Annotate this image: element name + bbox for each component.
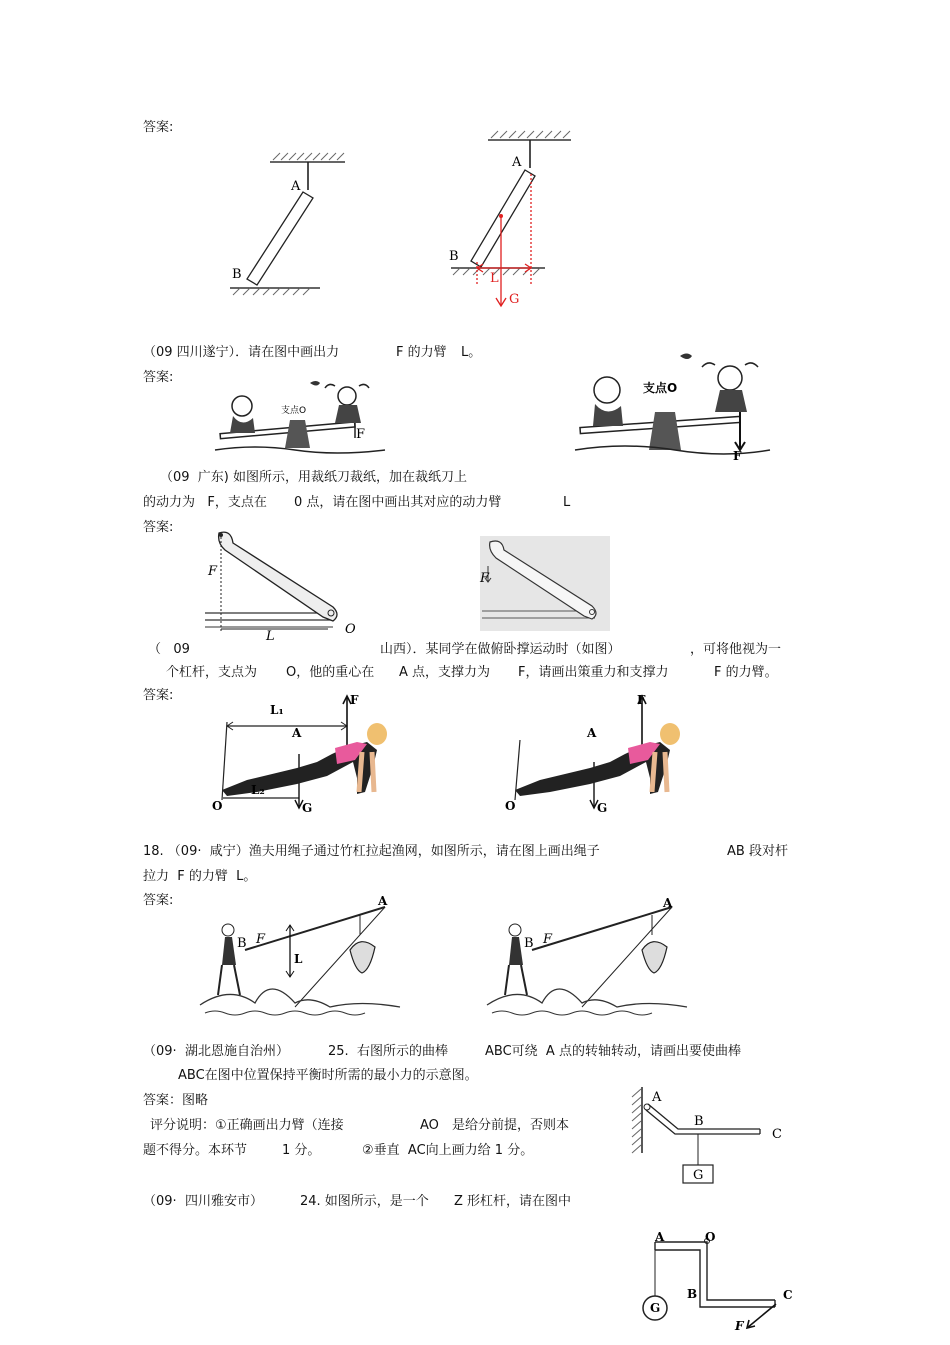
q-shanxi-line1: 山西）．某同学在做俯卧撑运动时（如图）: [380, 642, 621, 657]
q-enshi-score2b: 1 分。: [282, 1143, 321, 1158]
label-g: G: [597, 801, 608, 815]
label-f: F: [637, 693, 646, 707]
q18-line2: 拉力 F 的力臂 L。: [143, 869, 257, 884]
q-shanxi-line2b: O，他的重心在: [286, 665, 375, 680]
label-b: B: [449, 249, 459, 264]
label-f: F: [543, 932, 553, 947]
label-o: O: [212, 799, 223, 813]
label-l2: L₂: [251, 783, 265, 797]
q-shanxi-line2c: A 点，支撑力为: [399, 665, 491, 680]
figure-fisherman-question: [487, 895, 697, 1020]
q-shanxi-line2e: F 的力臂。: [714, 665, 778, 680]
q-enshi-score1a: 评分说明：①正确画出力臂（连接: [150, 1118, 344, 1133]
label-b: B: [694, 1114, 704, 1129]
q18-line1b: AB 段对杆: [727, 844, 788, 859]
label-l: L: [294, 952, 303, 966]
q-enshi-answer: 答案：图略: [143, 1093, 209, 1108]
label-b: B: [524, 936, 534, 951]
q-suining-mid: F 的力臂: [396, 345, 447, 360]
label-o: O: [345, 622, 356, 637]
label-a: A: [663, 896, 673, 910]
label-c: C: [772, 1127, 782, 1142]
label-f: F: [356, 427, 366, 442]
label-g: G: [302, 801, 313, 815]
q-enshi-score1b: AO: [420, 1118, 439, 1133]
label-f: F: [733, 449, 742, 463]
q-shanxi-open: （ 09: [148, 642, 190, 657]
q18-line1a: 18. （09· 咸宁）渔夫用绳子通过竹杠拉起渔网，如图所示，请在图上画出绳子: [143, 844, 600, 859]
q-shanxi-line2d: F，请画出策重力和支撑力: [518, 665, 669, 680]
q-enshi-score2a: 题不得分。本环节: [143, 1143, 248, 1158]
figure-seesaw-question: [215, 378, 395, 458]
q-guangdong-line2b: 0 点，请在图中画出其对应的动力臂: [294, 495, 502, 510]
label-o: O: [705, 1230, 716, 1244]
label-a: A: [292, 726, 302, 740]
label-a: A: [655, 1230, 665, 1244]
answer-label: 答案:: [143, 688, 174, 703]
label-f: F: [256, 932, 266, 947]
label-a: A: [587, 726, 597, 740]
q-enshi-line1c: ABC可绕 A 点的转轴转动，请画出要使曲棒: [485, 1044, 741, 1059]
q-shanxi-line2a: 个杠杆，支点为: [166, 665, 258, 680]
q-enshi-line2: ABC在图中位置保持平衡时所需的最小力的示意图。: [178, 1068, 478, 1083]
q-yaan-c: Z 形杠杆，请在图中: [454, 1194, 572, 1209]
q-yaan-a: （09· 四川雅安市）: [143, 1194, 263, 1209]
figure-pushup-question: [500, 692, 700, 817]
fulcrum-label: 支点O: [643, 381, 678, 395]
label-o: O: [505, 799, 516, 813]
label-b: B: [237, 936, 247, 951]
q-guangdong-line2c: L: [563, 495, 571, 510]
label-l: L: [490, 271, 499, 286]
label-g: G: [693, 1168, 704, 1183]
figure-seesaw-answer: [575, 350, 775, 465]
answer-label: 答案:: [143, 893, 174, 908]
figure-hanging-rod-question: [225, 150, 365, 300]
figure-z-lever: [635, 1232, 805, 1337]
label-a: A: [652, 1090, 662, 1105]
answer-label: 答案:: [143, 370, 174, 385]
figure-paper-cutter-answer: [203, 525, 363, 644]
label-a: A: [512, 155, 522, 170]
q-enshi-score2c: ②垂直 AC向上画力给 1 分。: [362, 1143, 534, 1158]
label-g: G: [509, 292, 520, 307]
q-enshi-line1b: 25. 右图所示的曲棒: [328, 1044, 448, 1059]
q-suining-end: L。: [461, 345, 482, 360]
q-guangdong-line2a: 的动力为 F，支点在: [143, 495, 267, 510]
label-a: A: [291, 179, 301, 194]
label-f: F: [350, 693, 359, 707]
label-f: F: [735, 1319, 744, 1333]
label-g: G: [650, 1301, 661, 1315]
q-guangdong-line1: （09 广东) 如图所示，用裁纸刀裁纸，加在裁纸刀上: [160, 470, 468, 485]
fulcrum-label: 支点O: [281, 406, 307, 416]
label-f: F: [480, 571, 490, 586]
q-enshi-line1a: （09· 湖北恩施自治州）: [143, 1044, 289, 1059]
q-shanxi-line1b: ，可将他视为一: [690, 642, 782, 657]
figure-curved-rod-abc: [630, 1083, 790, 1193]
label-l: L: [266, 629, 275, 644]
figure-pushup-answer: [207, 692, 407, 817]
figure-paper-cutter-question: [480, 536, 610, 631]
answer-label: 答案:: [143, 520, 174, 535]
label-c: C: [783, 1288, 793, 1302]
answer-label: 答案:: [143, 120, 174, 135]
label-f: F: [208, 564, 218, 579]
label-l1: L₁: [270, 703, 284, 717]
figure-hanging-rod-answer: [443, 126, 593, 306]
figure-fisherman-answer: [200, 895, 410, 1020]
q-suining-prefix: （09 四川遂宁）．请在图中画出力: [143, 345, 340, 360]
label-a: A: [378, 894, 388, 908]
q-yaan-b: 24. 如图所示，是一个: [300, 1194, 429, 1209]
label-b: B: [232, 267, 242, 282]
q-enshi-score1c: 是给分前提，否则本: [452, 1118, 570, 1133]
label-b: B: [687, 1287, 698, 1301]
